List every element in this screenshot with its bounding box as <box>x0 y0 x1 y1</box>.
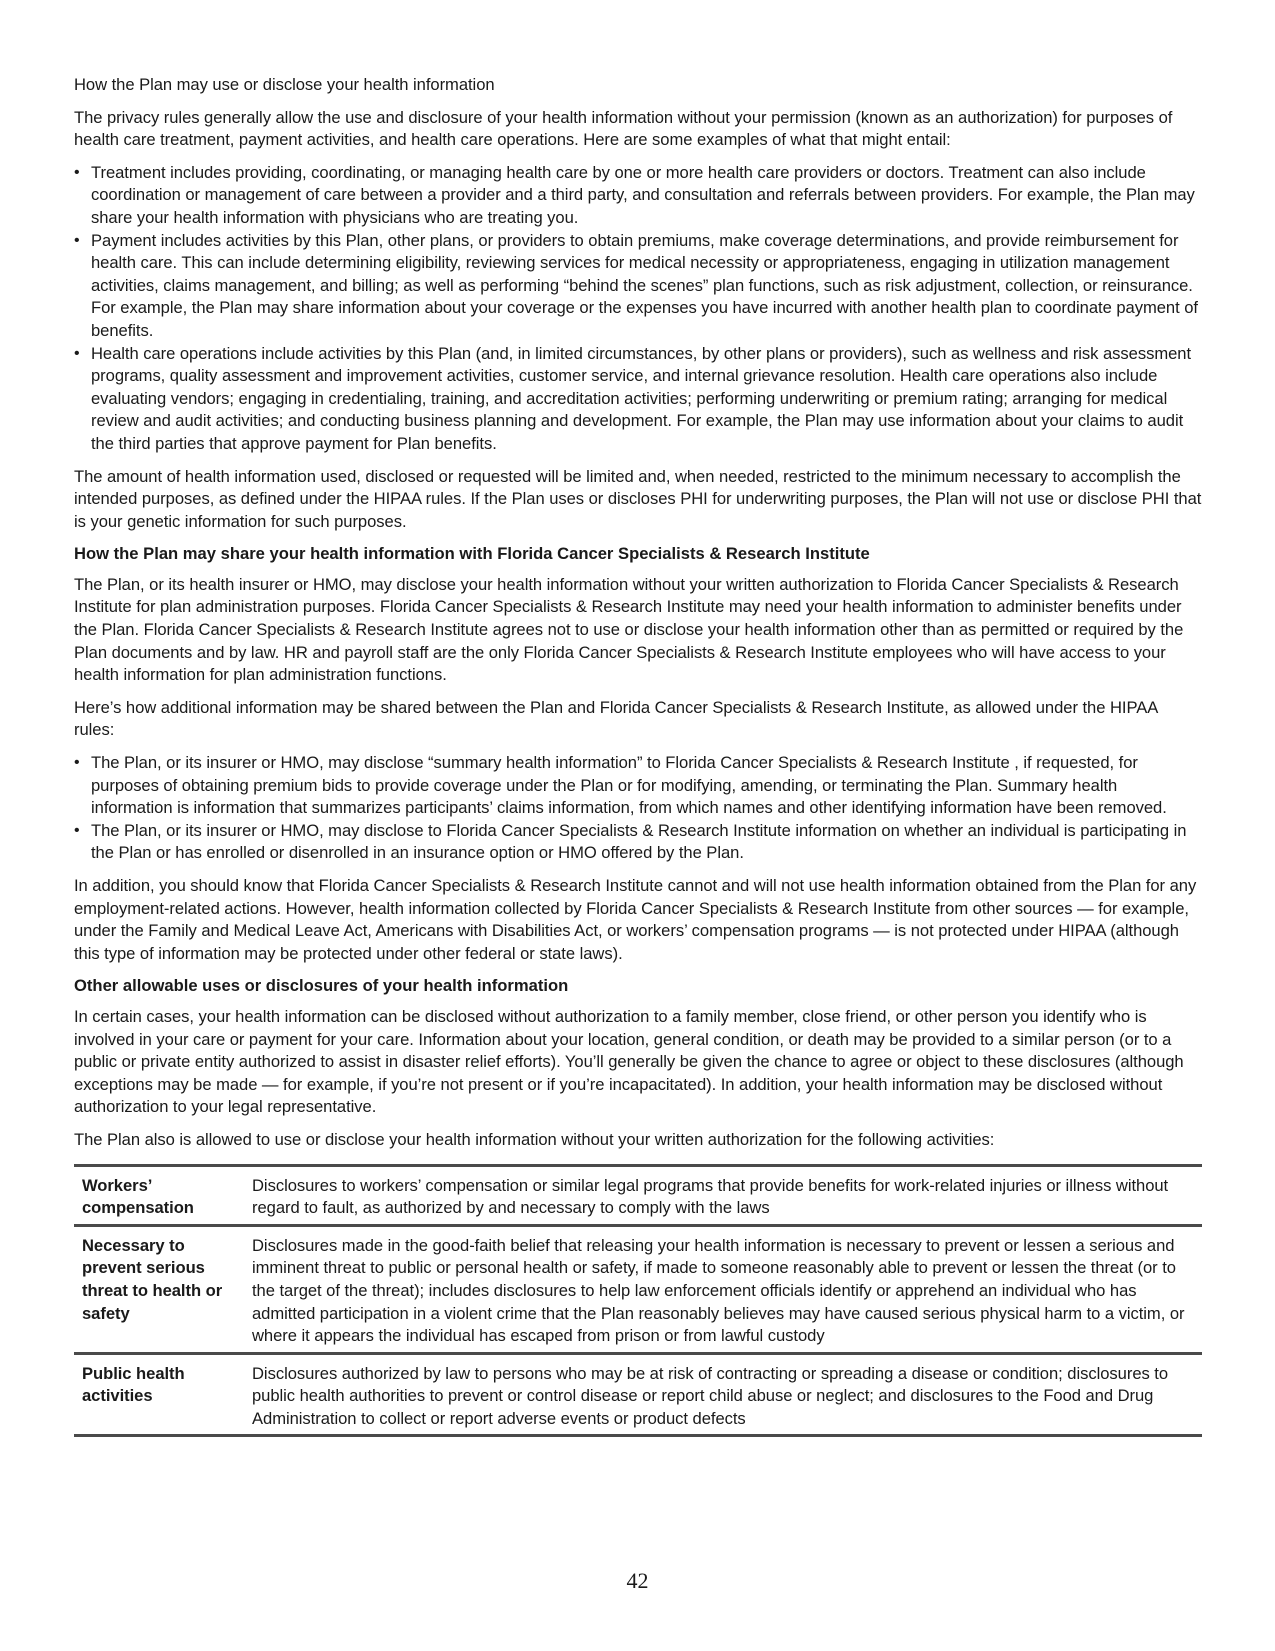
row-label: Necessary to prevent serious threat to health or safety <box>74 1225 250 1353</box>
uses-list <box>74 162 1202 456</box>
list-item-text: Health care operations include activities by this Plan (and, in limited circumstances, by other plans or providers), such as wellness and risk assessment programs, quality assessment and improvement activities, customer service, and internal grievance resolution. Health care operations also include evaluating vendors; engaging in credentialing, training, and accreditation activities; performing underwriting or premium rating; arranging for medical review and audit activities; and conducting business planning and development. For example, the Plan may use information about your claims to audit the third parties that approve payment for Plan benefits. <box>91 343 1192 453</box>
bullet-icon: • <box>74 821 80 839</box>
list-item-treatment <box>74 162 1202 230</box>
section-heading-other-uses: Other allowable uses or disclosures of your health information <box>74 976 569 996</box>
list-item-payment <box>74 230 1202 343</box>
bullet-icon: • <box>74 754 80 772</box>
allowed-activities-table <box>74 1164 1202 1438</box>
list-item-summary-health-info <box>74 752 1202 820</box>
row-label: Workers’ compensation <box>82 1175 194 1218</box>
document-page <box>74 74 1202 1437</box>
other-paragraph-1: In certain cases, your health information can be disclosed without authorization to a family member, close friend, or other person you identify who is involved in your care or payment for your care. Information about your location, general condition, or death may be provided to a similar person (or to a public or private entity authorized to assist in disaster relief efforts). You’ll generally be given the chance to agree or object to these disclosures (although exceptions may be made — for example, if you’re not present or if you’re incapacitated). In addition, your health information may be disclosed without authorization to your legal representative. <box>74 1006 1184 1117</box>
list-item-text: Payment includes activities by this Plan, other plans, or providers to obtain premiums, make coverage determinations, and provide reimbursement for health care. This can include determining eligibility, reviewing services for medical necessity or appropriateness, engaging in utilization management activities, claims management, and billing; as well as performing “behind the scenes” plan functions, such as risk adjustment, collection, or reinsurance. For example, the Plan may share information about your coverage or the expenses you have incurred with another health plan to coordinate payment of benefits. <box>91 230 1198 340</box>
other-paragraph-2: The Plan also is allowed to use or disclose your health information without your written authorization for the following activities: <box>74 1129 995 1149</box>
list-item-text: The Plan, or its insurer or HMO, may disclose “summary health information” to Florida Cancer Specialists & Research Institute , if requested, for purposes of obtaining premium bids to provide coverage under the Plan or for modifying, amending, or terminating the Plan. Summary health information is information that summarizes participants’ claims information, from which names and other identifying information have been removed. <box>91 753 1167 818</box>
intro-paragraph: The privacy rules generally allow the use and disclosure of your health information without your permission (known as an authorization) for purposes of health care treatment, payment activities, and health care operations. Here are some examples of what that might entail: <box>74 107 1173 150</box>
sharing-list <box>74 752 1202 865</box>
list-item-enrollment-info <box>74 820 1202 865</box>
list-item-operations <box>74 343 1202 456</box>
page-number: 42 <box>626 1568 649 1593</box>
section-heading-sharing: How the Plan may share your health information with Florida Cancer Specialists & Research Institute <box>74 544 870 564</box>
bullet-icon: • <box>74 344 80 362</box>
row-label: Public health activities <box>74 1353 250 1436</box>
table-row <box>74 1353 1202 1436</box>
sharing-paragraph-3: In addition, you should know that Florida Cancer Specialists & Research Institute cannot and will not use health information obtained from the Plan for any employment-related actions. However, health information collected by Florida Cancer Specialists & Research Institute from other sources — for example, under the Family and Medical Leave Act, Americans with Disabilities Act, or workers’ compensation programs — is not protected under HIPAA (although this type of information may be protected under other federal or state laws). <box>74 876 1197 963</box>
sharing-paragraph-1: The Plan, or its health insurer or HMO, may disclose your health information without your written authorization to Florida Cancer Specialists & Research Institute for plan administration purposes. Florida Cancer Specialists & Research Institute may need your health information to administer benefits under the Plan. Florida Cancer Specialists & Research Institute agrees not to use or disclose your health information other than as permitted or required by the Plan documents and by law. HR and payroll staff are the only Florida Cancer Specialists & Research Institute employees who will have access to your health information for plan administration functions. <box>74 574 1184 685</box>
section-title-use-disclose: How the Plan may use or disclose your health information <box>74 75 495 94</box>
table-row <box>74 1165 1202 1225</box>
minimum-necessary-paragraph: The amount of health information used, disclosed or requested will be limited and, when needed, restricted to the minimum necessary to accomplish the intended purposes, as defined under the HIPAA rules. If the Plan uses or discloses PHI for underwriting purposes, the Plan will not use or disclose PHI that is your genetic information for such purposes. <box>74 466 1202 531</box>
sharing-paragraph-2: Here’s how additional information may be shared between the Plan and Florida Cancer Specialists & Research Institute, as allowed under the HIPAA rules: <box>74 697 1158 740</box>
bullet-icon: • <box>74 231 80 249</box>
table-row <box>74 1225 1202 1353</box>
row-description: Disclosures made in the good-faith belief that releasing your health information is necessary to prevent or lessen a serious and imminent threat to public or personal health or safety, if made to someone reasonably able to prevent or lessen the threat (or to the target of the threat); includes disclosures to help law enforcement officials identify or apprehend an individual who has admitted participation in a violent crime that the Plan reasonably believes may have caused serious physical harm to a victim, or where it appears the individual has escaped from prison or from lawful custody <box>250 1225 1202 1353</box>
row-description: Disclosures to workers’ compensation or similar legal programs that provide benefits for work-related injuries or illness without regard to fault, as authorized by and necessary to comply with the laws <box>252 1175 1169 1218</box>
bullet-icon: • <box>74 163 80 181</box>
list-item-text: Treatment includes providing, coordinating, or managing health care by one or more health care providers or doctors. Treatment can also include coordination or management of care between a provider and a third party, and consultation and referrals between providers. For example, the Plan may share your health information with physicians who are treating you. <box>91 162 1195 227</box>
row-description: Disclosures authorized by law to persons who may be at risk of contracting or spreading a disease or condition; disclosures to public health authorities to prevent or control disease or report child abuse or neglect; and disclosures to the Food and Drug Administration to collect or report adverse events or product defects <box>250 1353 1202 1436</box>
list-item-text: The Plan, or its insurer or HMO, may disclose to Florida Cancer Specialists & Research Institute information on whether an individual is participating in the Plan or has enrolled or disenrolled in an insurance option or HMO offered by the Plan. <box>91 820 1187 863</box>
